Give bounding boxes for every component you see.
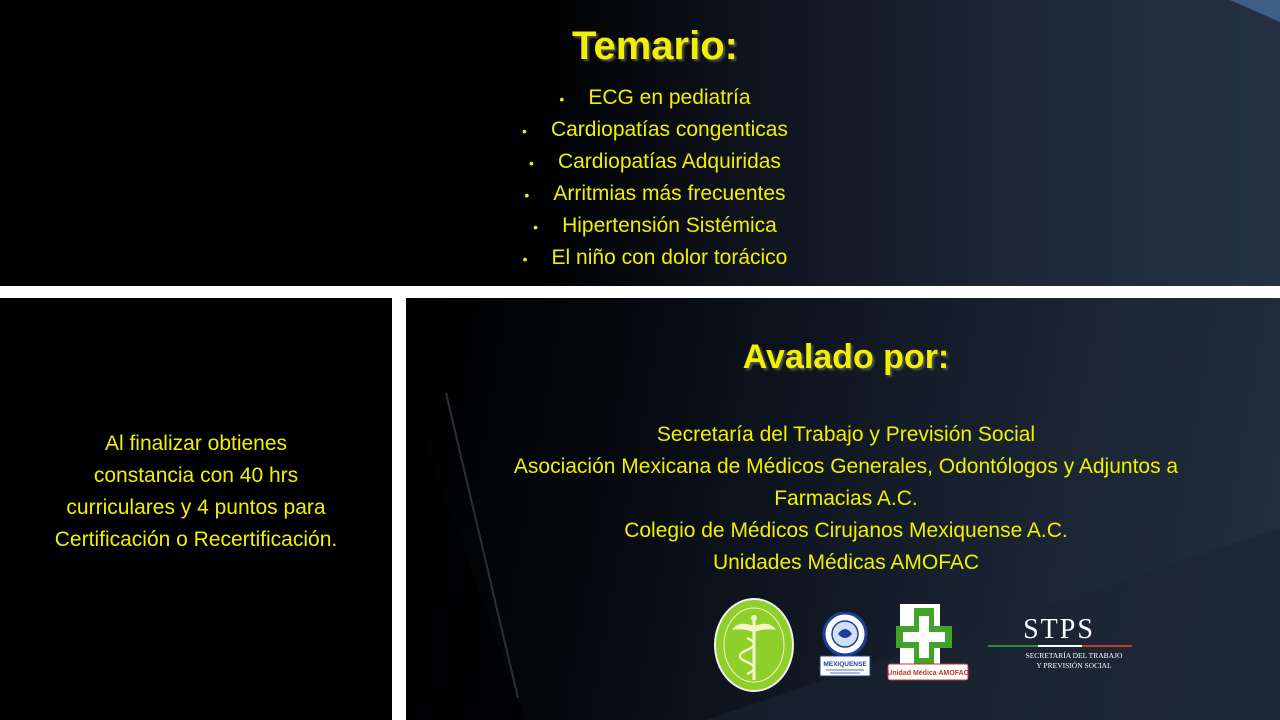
topic-list — [0, 82, 1280, 274]
bullet-icon: • — [529, 155, 534, 171]
topic-item — [0, 242, 1280, 274]
topic-label: Cardiopatías Adquiridas — [557, 150, 781, 173]
endorser-line: Asociación Mexicana de Médicos Generales, Odontólogos y Adjuntos a — [513, 455, 1179, 478]
stps-title: STPS — [1023, 614, 1095, 645]
constancia-text — [0, 428, 392, 556]
constancia-panel — [0, 298, 392, 720]
amofac-label: Unidad Médica AMOFAC — [887, 670, 969, 677]
colegio-seal-logo — [818, 612, 872, 678]
constancia-line: Al finalizar obtienes — [104, 432, 288, 455]
colegio-badge-text: MEXIQUENSE — [823, 661, 867, 668]
stps-line1: SECRETARÍA DEL TRABAJO — [1025, 651, 1123, 660]
bullet-icon: • — [524, 187, 530, 203]
topic-item — [0, 178, 1280, 210]
stps-line2: Y PREVISIÓN SOCIAL — [1036, 661, 1112, 670]
bullet-icon: • — [522, 251, 528, 267]
amomeg-logo — [714, 598, 794, 692]
endorser-line: Unidades Médicas AMOFAC — [712, 551, 980, 574]
avalado-panel — [406, 298, 1280, 720]
constancia-line: curriculares y 4 puntos para — [66, 496, 326, 519]
bullet-icon: • — [559, 91, 565, 107]
topic-label: Hipertensión Sistémica — [562, 214, 777, 237]
endorser-line: Colegio de Médicos Cirujanos Mexiquense A.C. — [624, 519, 1068, 542]
topic-item — [0, 114, 1280, 146]
topic-label: Cardiopatías congenticas — [550, 118, 788, 141]
topic-item — [0, 210, 1280, 242]
temario-title: Temario: — [572, 24, 738, 68]
corner-accent — [1230, 0, 1280, 22]
temario-panel — [0, 0, 1280, 286]
topic-item — [0, 82, 1280, 114]
stps-logo — [986, 610, 1136, 676]
constancia-line: constancia con 40 hrs — [93, 464, 299, 487]
topic-label: El niño con dolor torácico — [551, 246, 788, 269]
topic-label: Arritmias más frecuentes — [553, 182, 786, 205]
topic-item — [0, 146, 1280, 178]
endorser-line: Farmacias A.C. — [774, 487, 918, 510]
bullet-icon: • — [533, 219, 539, 235]
avalado-title: Avalado por: — [742, 338, 950, 376]
constancia-line: Certificación o Recertificación. — [54, 528, 338, 551]
endorser-list — [426, 419, 1266, 579]
amofac-logo — [886, 604, 970, 682]
bullet-icon: • — [522, 123, 527, 139]
topic-label: ECG en pediatría — [588, 86, 751, 109]
endorser-line: Secretaría del Trabajo y Previsión Social — [656, 423, 1036, 446]
